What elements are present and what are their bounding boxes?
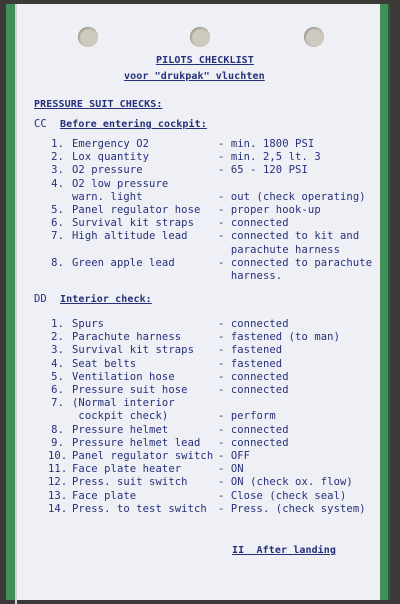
item-label: Ventilation hose xyxy=(72,370,175,383)
item-number: 4. xyxy=(51,177,64,190)
cc-heading: Before entering cockpit: xyxy=(60,119,207,130)
dd-code: DD xyxy=(34,293,47,305)
item-value: - ON xyxy=(218,463,244,476)
paper-edge xyxy=(15,4,17,604)
item-value: - perform xyxy=(218,410,276,423)
dd-heading: Interior check: xyxy=(60,294,152,305)
item-value: - fastened (to man) xyxy=(218,331,341,344)
item-value: - fastened xyxy=(218,344,283,357)
cc-code: CC xyxy=(34,118,47,130)
item-label: Pressure helmet xyxy=(72,423,169,436)
item-label: cockpit check) xyxy=(72,410,169,423)
item-number: 11. xyxy=(48,463,68,476)
item-label: Press. to test switch xyxy=(72,502,207,515)
item-label: Lox quantity xyxy=(72,151,150,164)
item-label: Pressure suit hose xyxy=(72,384,188,396)
item-value: - OFF xyxy=(218,450,251,462)
item-value: - 65 - 120 PSI xyxy=(218,164,308,177)
punch-hole-right xyxy=(304,27,324,47)
item-label: Spurs xyxy=(72,318,105,330)
punch-hole-middle xyxy=(190,27,210,47)
item-number: 13. xyxy=(48,489,68,502)
item-number: 4. xyxy=(51,357,64,370)
item-value: - connected to parachute xyxy=(218,256,373,269)
item-number: 5. xyxy=(51,204,64,216)
item-value: - connected xyxy=(218,318,289,330)
item-number: 1. xyxy=(51,318,64,330)
item-label: Press. suit switch xyxy=(72,476,188,489)
item-value: - min. 1800 PSI xyxy=(218,138,315,150)
section-title: PRESSURE SUIT CHECKS: xyxy=(34,99,163,110)
item-value: - Press. (check system) xyxy=(218,502,366,515)
item-label: High altitude lead xyxy=(72,230,188,243)
item-label: Face plate heater xyxy=(72,463,182,476)
item-value: harness. xyxy=(218,270,283,282)
item-value: - connected to kit and xyxy=(218,230,360,243)
item-label: O2 low pressure xyxy=(72,177,169,190)
item-value: - fastened xyxy=(218,357,283,370)
item-label: (Normal interior xyxy=(72,397,175,410)
item-label: Face plate xyxy=(72,489,137,502)
item-label: Green apple lead xyxy=(72,256,175,269)
item-value: - connected xyxy=(218,436,289,449)
item-label: Pressure helmet lead xyxy=(72,436,201,449)
item-number: 8. xyxy=(51,423,64,436)
item-label: Survival kit straps xyxy=(72,217,195,230)
item-label: Seat belts xyxy=(72,357,137,370)
item-value: - proper hook-up xyxy=(218,204,321,216)
item-value: parachute harness xyxy=(218,243,341,256)
green-border-left xyxy=(6,4,15,600)
item-value: - connected xyxy=(218,370,289,383)
item-label: Parachute harness xyxy=(72,331,182,344)
item-number: 2. xyxy=(51,151,64,164)
item-number: 14. xyxy=(48,502,68,515)
item-number: 3. xyxy=(51,164,64,177)
item-number: 6. xyxy=(51,217,64,230)
item-label: Emergency O2 xyxy=(72,138,150,150)
item-value: - connected xyxy=(218,423,289,436)
item-label: Panel regulator switch xyxy=(72,450,214,462)
item-value: - min. 2,5 lt. 3 xyxy=(218,151,321,164)
footer-next-section: II After landing xyxy=(232,545,337,556)
item-number: 7. xyxy=(51,230,64,243)
item-number: 9. xyxy=(51,436,64,449)
item-label: Panel regulator hose xyxy=(72,204,201,216)
item-number: 12. xyxy=(48,476,68,489)
punch-hole-left xyxy=(78,27,98,47)
item-value: - connected xyxy=(218,217,289,230)
item-value: - out (check operating) xyxy=(218,190,366,203)
green-border-right xyxy=(380,4,388,600)
item-label: warn. light xyxy=(72,190,143,203)
item-number: 2. xyxy=(51,331,64,344)
item-value: - Close (check seal) xyxy=(218,489,347,502)
item-number: 1. xyxy=(51,138,64,150)
item-number: 10. xyxy=(48,450,68,462)
item-value: - connected xyxy=(218,384,289,396)
item-number: 5. xyxy=(51,370,64,383)
item-number: 6. xyxy=(51,384,64,396)
item-number: 7. xyxy=(51,397,64,410)
item-label: Survival kit straps xyxy=(72,344,195,357)
item-value: - ON (check ox. flow) xyxy=(218,476,353,489)
page-title: PILOTS CHECKLIST xyxy=(156,55,254,66)
page-subtitle: voor "drukpak" vluchten xyxy=(124,71,265,82)
item-number: 3. xyxy=(51,344,64,357)
item-label: O2 pressure xyxy=(72,164,143,177)
item-number: 8. xyxy=(51,256,64,269)
